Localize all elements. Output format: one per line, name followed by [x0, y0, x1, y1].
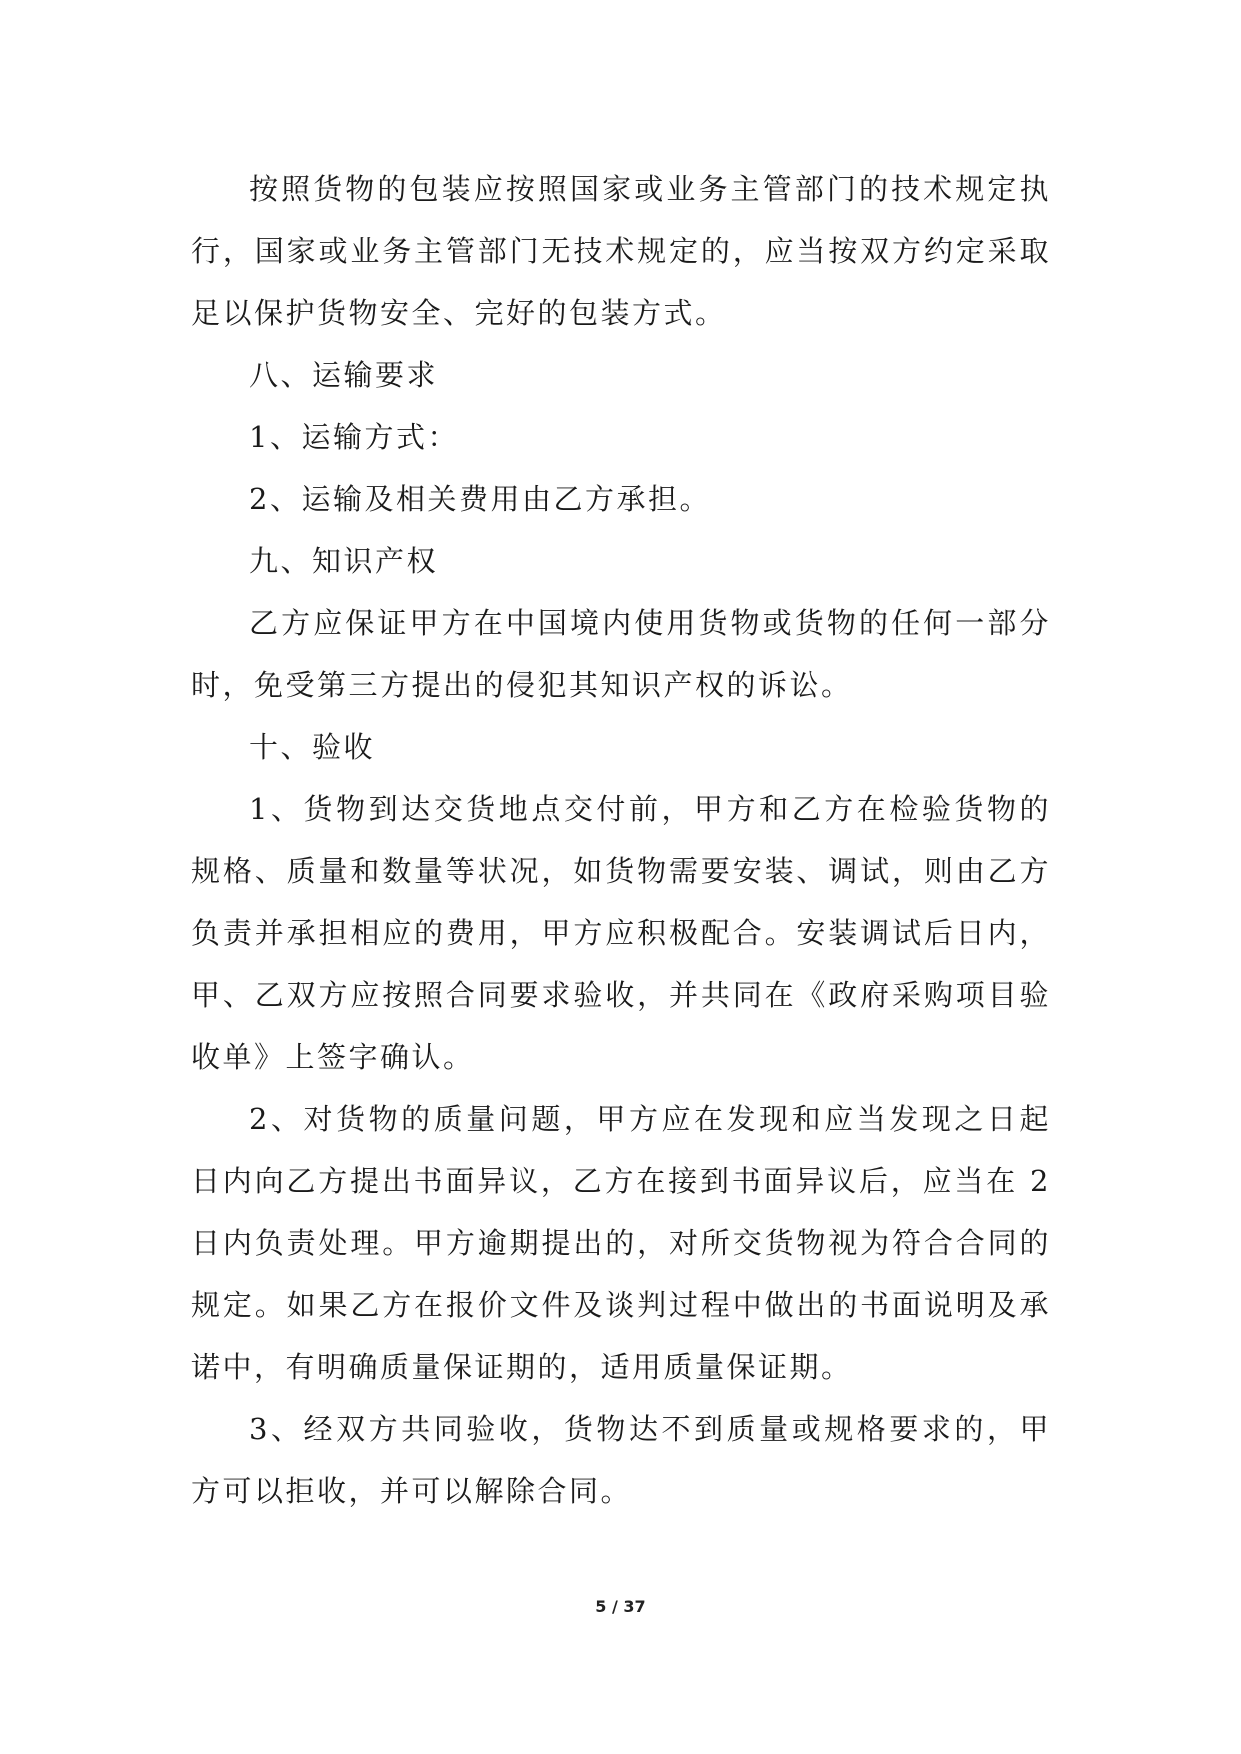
- paragraph-acceptance-2: 2、对货物的质量问题，甲方应在发现和应当发现之日起日内向乙方提出书面异议，乙方在接到书面异议后，应当在 2 日内负责处理。甲方逾期提出的，对所交货物视为符合合同的规定。如果乙方在报价文件及谈判过程中做出的书面说明及承诺中，有明确质量保证期的，适用质量保证期。: [191, 1102, 1051, 1384]
- paragraph-transport-method: 1、运输方式：: [249, 420, 459, 454]
- section-heading-transport: 八、运输要求: [249, 358, 439, 392]
- document-body: [191, 158, 1051, 1522]
- page-number: 5 / 37: [595, 1597, 646, 1616]
- paragraph-transport-cost: 2、运输及相关费用由乙方承担。: [249, 482, 711, 516]
- paragraph-acceptance-1: 1、货物到达交货地点交付前，甲方和乙方在检验货物的规格、质量和数量等状况，如货物需要安装、调试，则由乙方负责并承担相应的费用，甲方应积极配合。安装调试后日内，甲、乙双方应按照合同要求验收，并共同在《政府采购项目验收单》上签字确认。: [191, 792, 1051, 1074]
- paragraph-ip: 乙方应保证甲方在中国境内使用货物或货物的任何一部分时，免受第三方提出的侵犯其知识产权的诉讼。: [191, 606, 1051, 702]
- section-heading-ip: 九、知识产权: [249, 544, 439, 578]
- section-heading-acceptance: 十、验收: [249, 730, 376, 764]
- paragraph-packaging: 按照货物的包装应按照国家或业务主管部门的技术规定执行，国家或业务主管部门无技术规定的，应当按双方约定采取足以保护货物安全、完好的包装方式。: [191, 172, 1051, 330]
- paragraph-acceptance-3: 3、经双方共同验收，货物达不到质量或规格要求的，甲方可以拒收，并可以解除合同。: [191, 1412, 1051, 1508]
